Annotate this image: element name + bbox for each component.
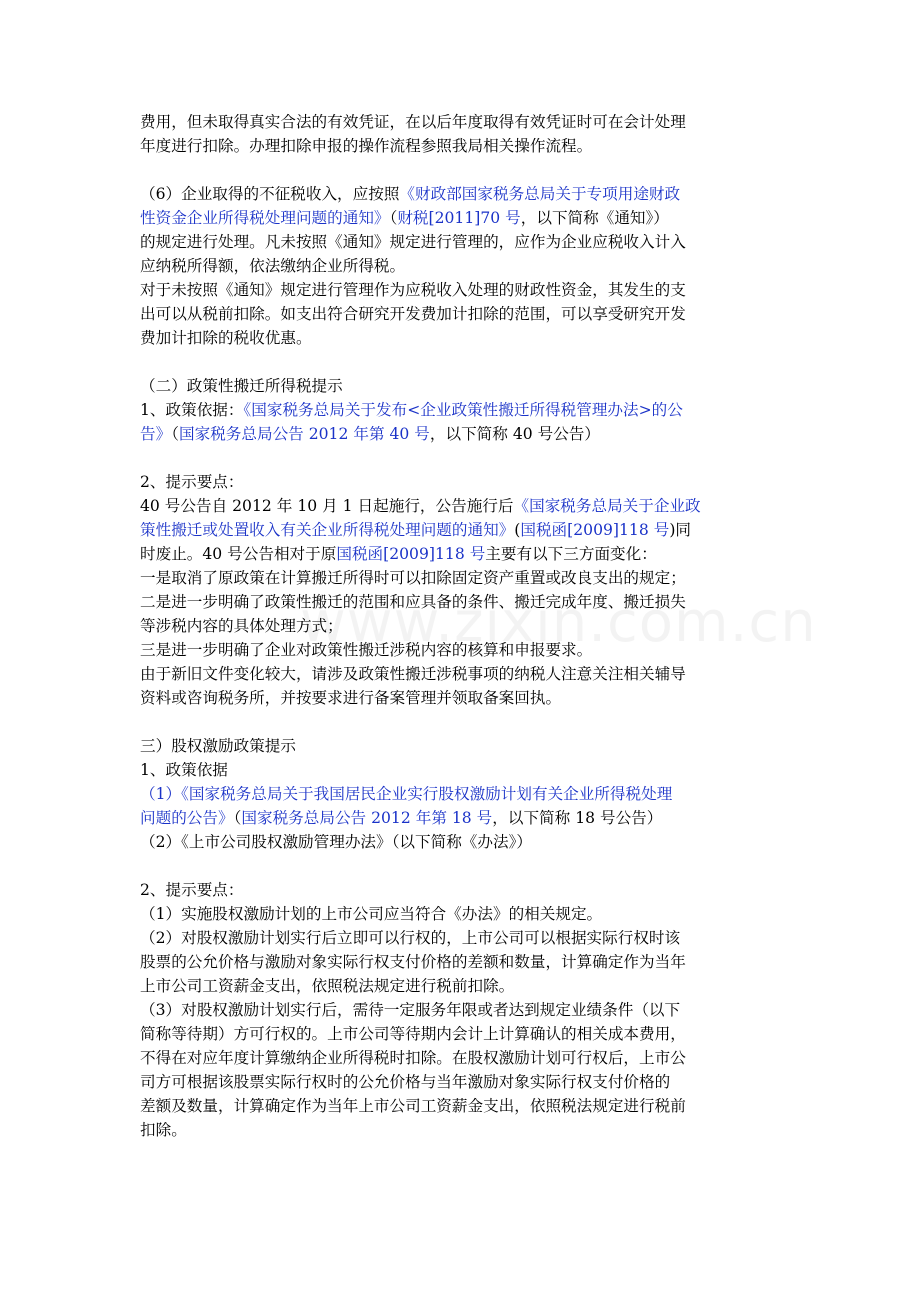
old-notice-link[interactable]: 《国家税务总局关于企业政 <box>513 497 701 515</box>
text-line: 股票的公允价格与激励对象实际行权支付价格的差额和数量，计算确定作为当年 <box>140 953 686 971</box>
announcement-40-link[interactable]: 国家税务总局公告 2012 年第 40 号 <box>179 425 430 443</box>
text-line <box>140 398 784 422</box>
text-line: 简称等待期）方可行权的。上市公司等待期内会计上计算确认的相关成本费用， <box>140 1025 686 1043</box>
text-span: （6）企业取得的不征税收入，应按照 <box>140 185 400 203</box>
text-line <box>140 494 784 518</box>
text-span: 40 号公告自 2012 年 10 月 1 日起施行，公告施行后 <box>140 497 514 515</box>
text-line: 二是进一步明确了政策性搬迁的范围和应具备的条件、搬迁完成年度、搬迁损失 <box>140 593 686 611</box>
notice-link[interactable]: 性资金企业所得税处理问题的通知》 <box>140 209 390 227</box>
list-number: （1） <box>140 785 182 803</box>
text-line <box>140 422 784 446</box>
text-span: ，以下简称《通知》） <box>520 209 669 227</box>
old-notice-link[interactable]: 策性搬迁或处置收入有关企业所得税处理问题的通知》 <box>140 521 515 539</box>
guoshuihan-2009-118-link[interactable]: 国税函[2009]118 号 <box>520 521 670 539</box>
text-line: 上市公司工资薪金支出，依照税法规定进行税前扣除。 <box>140 977 515 995</box>
text-span: ( <box>514 521 521 539</box>
equity-notice-link[interactable]: 问题的公告》 <box>140 809 234 827</box>
text-line: （3）对股权激励计划实行后，需待一定服务年限或者达到规定业绩条件（以下 <box>140 1001 681 1019</box>
text-line: 出可以从税前扣除。如支出符合研究开发费加计扣除的范围，可以享受研究开发 <box>140 305 686 323</box>
text-span: ，以下简称 40 号公告） <box>429 425 600 443</box>
text-span: （ <box>389 209 398 227</box>
notice-link[interactable]: 《财政部国家税务总局关于专项用途财政 <box>399 185 681 203</box>
relocation-notice-link[interactable]: 告》 <box>140 425 172 443</box>
text-line <box>140 206 784 230</box>
equity-notice-link[interactable]: 《国家税务总局关于我国居民企业实行股权激励计划有关企业所得税处理 <box>181 785 673 803</box>
text-line: 差额及数量，计算确定作为当年上市公司工资薪金支出，依照税法规定进行税前 <box>140 1097 686 1115</box>
announcement-18-link[interactable]: 国家税务总局公告 2012 年第 18 号 <box>241 809 493 827</box>
text-line <box>140 542 784 566</box>
text-line: 资料或咨询税务所，并按要求进行备案管理并领取备案回执。 <box>140 689 562 707</box>
subheading: 2、提示要点： <box>140 881 244 899</box>
text-line <box>140 782 784 806</box>
subheading: 1、政策依据 <box>140 761 228 779</box>
text-line: 司方可根据该股票实际行权时的公允价格与当年激励对象实际行权支付价格的 <box>140 1073 671 1091</box>
text-line <box>140 518 784 542</box>
caishui-2011-70-link[interactable]: 财税[2011]70 号 <box>397 209 521 227</box>
text-span: 1、政策依据： <box>140 401 244 419</box>
paragraph-expense-deduction <box>140 110 784 158</box>
guoshuihan-2009-118-link[interactable]: 国税函[2009]118 号 <box>336 545 486 563</box>
text-line: 的规定进行处理。凡未按照《通知》规定进行管理的，应作为企业应税收入计入 <box>140 233 686 251</box>
text-span: )同 <box>669 521 691 539</box>
text-line: 由于新旧文件变化较大，请涉及政策性搬迁涉税事项的纳税人注意关注相关辅导 <box>140 665 686 683</box>
text-line: （1）实施股权激励计划的上市公司应当符合《办法》的相关规定。 <box>140 905 603 923</box>
text-line: 年度进行扣除。办理扣除申报的操作流程参照我局相关操作流程。 <box>140 137 593 155</box>
text-line: 应纳税所得额，依法缴纳企业所得税。 <box>140 257 406 275</box>
text-line <box>140 182 784 206</box>
text-line <box>140 806 784 830</box>
text-line: 对于未按照《通知》规定进行管理作为应税收入处理的财政性资金，其发生的支 <box>140 281 686 299</box>
text-line: 费加计扣除的税收优惠。 <box>140 329 312 347</box>
text-line: （2）《上市公司股权激励管理办法》（以下简称《办法》） <box>140 833 532 851</box>
text-span: （ <box>171 425 179 443</box>
text-line: 一是取消了原政策在计算搬迁所得时可以扣除固定资产重置或改良支出的规定； <box>140 569 686 587</box>
document-body <box>140 110 784 1142</box>
text-line: 费用，但未取得真实合法的有效凭证，在以后年度取得有效凭证时可在会计处理 <box>140 113 686 131</box>
relocation-notice-link[interactable]: 《国家税务总局关于发布<企业政策性搬迁所得税管理办法>的公 <box>243 401 683 419</box>
text-line: （2）对股权激励计划实行后立即可以行权的，上市公司可以根据实际行权时该 <box>140 929 681 947</box>
section-heading: 三）股权激励政策提示 <box>140 737 296 755</box>
section-heading: （二）政策性搬迁所得税提示 <box>140 377 343 395</box>
section-relocation-tax <box>140 374 784 710</box>
text-line: 不得在对应年度计算缴纳企业所得税时扣除。在股权激励计划可行权后，上市公 <box>140 1049 686 1067</box>
text-line: 等涉税内容的具体处理方式； <box>140 617 343 635</box>
text-span: （ <box>233 809 242 827</box>
text-line: 扣除。 <box>140 1121 187 1139</box>
text-span: 时废止。40 号公告相对于原 <box>140 545 337 563</box>
paragraph-non-taxable-income <box>140 182 784 350</box>
text-span: 主要有以下三方面变化： <box>485 545 657 563</box>
text-line: 三是进一步明确了企业对政策性搬迁涉税内容的核算和申报要求。 <box>140 641 593 659</box>
subheading: 2、提示要点： <box>140 473 244 491</box>
text-span: ，以下简称 18 号公告） <box>492 809 663 827</box>
section-equity-incentive <box>140 734 784 1142</box>
